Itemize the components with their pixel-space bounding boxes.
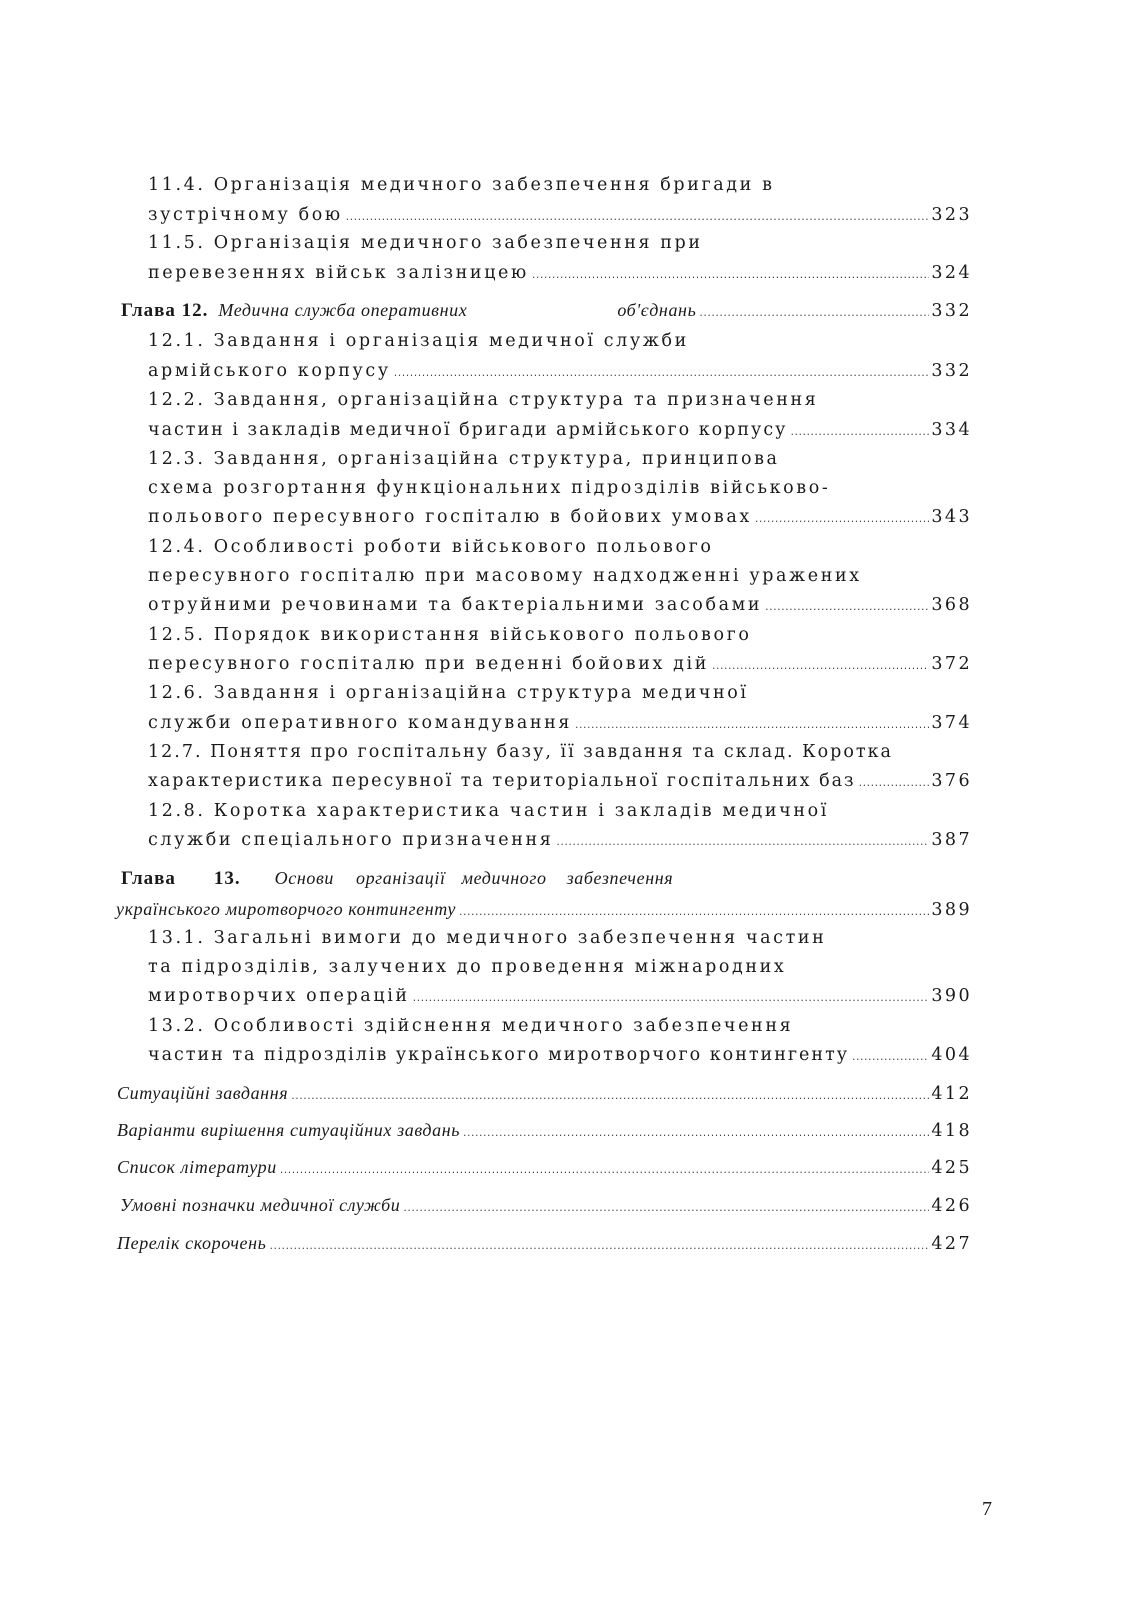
toc-12-8-line1 <box>148 796 829 826</box>
toc-13-1-line2 <box>148 952 786 982</box>
toc-text: 12.3. Завдання, організаційна структура, принципова <box>148 449 780 469</box>
toc-text: 13.2. Особливості здійснення медичного забезпечення <box>148 1016 794 1036</box>
toc-title: Перелік скорочень <box>117 1233 267 1253</box>
toc-12-7-line2 <box>148 766 970 796</box>
page-ref: 389 <box>931 900 972 920</box>
toc-title: Ситуаційні завдання <box>117 1083 289 1103</box>
toc-text: зустрічному бою <box>148 205 343 225</box>
chapter-title: медичного <box>461 868 547 888</box>
dot-leader <box>575 710 929 740</box>
toc-13-1-line3 <box>148 981 970 1011</box>
toc-text: схема розгортання функціональних підрозділів військово- <box>148 478 831 498</box>
toc-12-8-line2 <box>148 825 970 855</box>
toc-chapter-13-line1 <box>121 863 673 893</box>
page-ref: 387 <box>931 830 972 850</box>
chapter-title: організації <box>355 868 446 888</box>
page-ref: 427 <box>931 1234 972 1254</box>
page-number: 7 <box>982 1498 992 1520</box>
dot-leader <box>463 1118 929 1148</box>
toc-literature <box>117 1152 970 1182</box>
toc-chapter-12 <box>121 295 970 325</box>
toc-text: 12.6. Завдання і організаційна структура медичної <box>148 683 749 703</box>
toc-text: 11.5. Організація медичного забезпечення при <box>148 233 703 253</box>
chapter-title: об'єднань <box>617 300 697 320</box>
toc-11-5-line2 <box>148 258 970 288</box>
dot-leader <box>413 983 930 1013</box>
page-ref: 374 <box>931 713 972 733</box>
page-ref: 390 <box>931 986 972 1006</box>
toc-text: миротворчих операцій <box>148 986 410 1006</box>
toc-12-3-line3 <box>148 502 970 532</box>
toc-12-4-line2 <box>148 561 862 591</box>
dot-leader <box>394 358 930 388</box>
toc-12-4-line3 <box>148 590 970 620</box>
toc-12-2-line1 <box>148 385 818 415</box>
dot-leader <box>532 260 930 290</box>
toc-12-1-line1 <box>148 326 689 356</box>
page-ref: 334 <box>931 420 972 440</box>
toc-text: отруйними речовинами та бактеріальними засобами <box>148 595 763 615</box>
toc-12-1-line2 <box>148 356 970 386</box>
toc-text: армійського корпусу <box>148 361 391 381</box>
toc-text: польового пересувного госпіталю в бойових умовах <box>148 507 752 527</box>
page-ref: 404 <box>931 1045 972 1065</box>
toc-abbreviations <box>117 1228 970 1258</box>
toc-12-5-line1 <box>148 620 752 650</box>
toc-12-3-line2 <box>148 473 830 503</box>
toc-12-6-line2 <box>148 708 970 738</box>
toc-text: 12.1. Завдання і організація медичної служби <box>148 331 689 351</box>
page-ref: 372 <box>931 654 972 674</box>
toc-text: перевезеннях військ залізницею <box>148 263 529 283</box>
toc-text: пересувного госпіталю при масовому надходженні уражених <box>148 566 862 586</box>
toc-text: служби оперативного командування <box>148 713 573 733</box>
toc-13-1-line1 <box>148 923 826 953</box>
toc-text: частин і закладів медичної бригади армійського корпусу <box>148 420 788 440</box>
toc-12-5-line2 <box>148 649 970 679</box>
toc-text: служби спеціального призначення <box>148 830 554 850</box>
dot-leader <box>790 417 929 447</box>
chapter-label: 13. <box>213 868 241 889</box>
toc-12-7-line1 <box>148 737 893 767</box>
page-ref: 425 <box>931 1158 972 1178</box>
toc-title: Умовні позначки медичної служби <box>120 1195 401 1215</box>
dot-leader <box>280 1155 930 1185</box>
toc-13-2-line2 <box>148 1040 970 1070</box>
toc-title: Список літератури <box>117 1157 277 1177</box>
page-ref: 426 <box>931 1196 972 1216</box>
toc-chapter-13-line2 <box>116 894 970 924</box>
toc-symbols <box>120 1190 970 1220</box>
chapter-title: українського миротворчого контингенту <box>116 899 456 919</box>
toc-text: характеристика пересувної та територіальної госпітальних баз <box>148 771 856 791</box>
dot-leader <box>859 768 930 798</box>
dot-leader <box>712 651 929 681</box>
toc-text: частин та підрозділів українського миротворчого контингенту <box>148 1045 850 1065</box>
toc-text: 12.2. Завдання, організаційна структура та призначення <box>148 390 819 410</box>
dot-leader <box>755 504 930 534</box>
page-ref: 412 <box>931 1084 972 1104</box>
page-ref: 368 <box>931 595 972 615</box>
toc-text: 12.7. Поняття про госпітальну базу, її завдання та склад. Коротка <box>148 742 893 762</box>
chapter-title: забезпечення <box>566 868 674 888</box>
dot-leader <box>556 827 929 857</box>
dot-leader <box>403 1193 929 1223</box>
chapter-label: Глава 12. <box>121 300 209 321</box>
dot-leader <box>699 298 929 328</box>
dot-leader <box>269 1231 929 1261</box>
toc-text: 13.1. Загальні вимоги до медичного забезпечення частин <box>148 928 827 948</box>
page-ref: 418 <box>931 1121 972 1141</box>
toc-text: 12.4. Особливості роботи військового польового <box>148 537 714 557</box>
page-ref: 323 <box>931 205 972 225</box>
toc-11-4-line1 <box>148 170 775 200</box>
page-ref: 324 <box>931 263 972 283</box>
page-ref: 332 <box>931 361 972 381</box>
page-ref: 332 <box>931 301 972 321</box>
chapter-title: Медична служба оперативних <box>218 300 468 320</box>
toc-12-2-line2 <box>148 415 970 445</box>
toc-text: та підрозділів, залучених до проведення міжнародних <box>148 957 787 977</box>
toc-title: Варіанти вирішення ситуаційних завдань <box>117 1120 461 1140</box>
toc-12-6-line1 <box>148 678 749 708</box>
toc-text: 12.8. Коротка характеристика частин і закладів медичної <box>148 801 829 821</box>
chapter-title: Основи <box>274 868 334 888</box>
chapter-label: Глава <box>121 868 176 889</box>
toc-12-3-line1 <box>148 444 780 474</box>
toc-text: пересувного госпіталю при веденні бойових дій <box>148 654 709 674</box>
toc-13-2-line1 <box>148 1011 793 1041</box>
toc-tasks <box>117 1078 970 1108</box>
page-ref: 376 <box>931 771 972 791</box>
toc-11-5-line1 <box>148 228 703 258</box>
toc-solutions <box>117 1115 970 1145</box>
toc-12-4-line1 <box>148 532 713 562</box>
dot-leader <box>291 1081 929 1111</box>
toc-text: 11.4. Організація медичного забезпечення бригади в <box>148 175 775 195</box>
dot-leader <box>852 1042 929 1072</box>
dot-leader <box>765 592 929 622</box>
toc-11-4-line2 <box>148 200 970 230</box>
toc-text: 12.5. Порядок використання військового польового <box>148 625 752 645</box>
page-ref: 343 <box>931 507 972 527</box>
